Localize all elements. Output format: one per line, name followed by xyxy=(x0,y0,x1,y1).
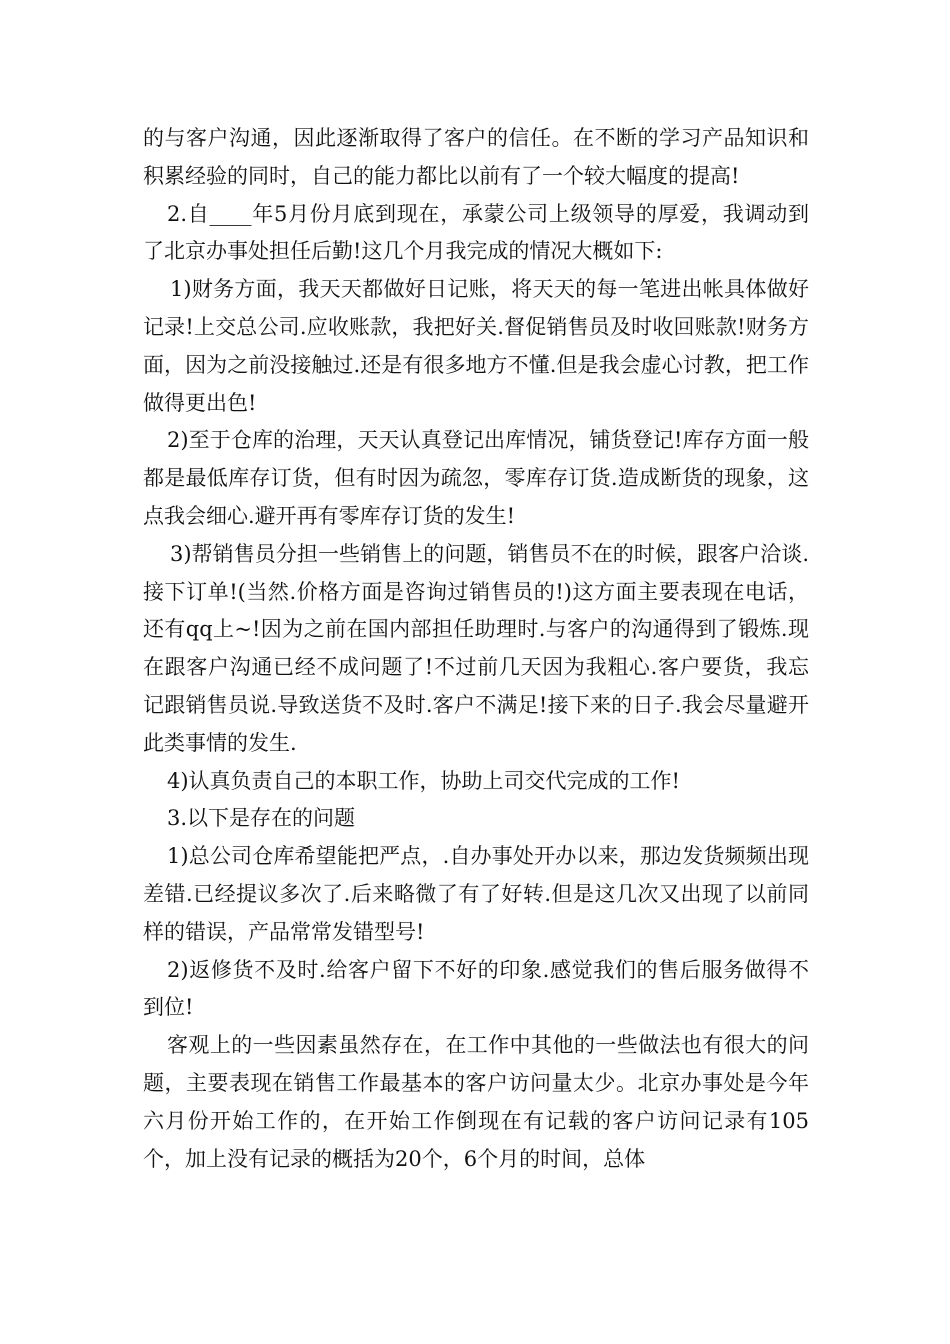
paragraph-section-3-heading: 3.以下是存在的问题 xyxy=(167,806,356,831)
paragraph-item-finance: 1)财务方面，我天天都做好日记账，将天天的每一笔进出帐具体做好记录!上交总公司.应收账款，我把好关.督促销售员及时收回账款!财务方面，因为之前没接触过.还是有很多地方不懂.但是我会虚心讨教，把工作做得更出色! xyxy=(143,277,809,415)
paragraph-item-sales-support: 3)帮销售员分担一些销售上的问题，销售员不在的时候，跟客户洽谈.接下订单!(当然.价格方面是咨询过销售员的!)这方面主要表现在电话，还有qq上~!因为之前在国内部担任助理时.与客户的沟通得到了锻炼.现在跟客户沟通已经不成问题了!不过前几天因为我粗心.客户要货，我忘记跟销售员说.导致送货不及时.客户不满足!接下来的日子.我会尽量避开此类事情的发生. xyxy=(143,541,809,755)
paragraph-intro-continuation: 的与客户沟通，因此逐渐取得了客户的信任。在不断的学习产品知识和积累经验的同时，自己的能力都比以前有了一个较大幅度的提高! xyxy=(143,126,809,188)
document-body xyxy=(143,120,809,1178)
paragraph-issue-repairs: 2)返修货不及时.给客户留下不好的印象.感觉我们的售后服务做得不到位! xyxy=(143,957,809,1020)
paragraph-objective-factors: 客观上的一些因素虽然存在，在工作中其他的一些做法也有很大的问题，主要表现在销售工作最基本的客户访问量太少。北京办事处是今年六月份开始工作的，在开始工作倒现在有记载的客户访问记录有105个，加上没有记录的概括为20个，6个月的时间，总体 xyxy=(143,1033,809,1171)
paragraph-section-2: 2.自____年5月份月底到现在，承蒙公司上级领导的厚爱，我调动到了北京办事处担任后勤!这几个月我完成的情况大概如下: xyxy=(143,201,809,264)
paragraph-item-warehouse: 2)至于仓库的治理，天天认真登记出库情况，铺货登记!库存方面一般都是最低库存订货，但有时因为疏忽，零库存订货.造成断货的现象，这点我会细心.避开再有零库存订货的发生! xyxy=(143,428,809,528)
paragraph-item-duties: 4)认真负责自己的本职工作，协助上司交代完成的工作! xyxy=(167,768,680,793)
paragraph-issue-warehouse: 1)总公司仓库希望能把严点，.自办事处开办以来，那边发货频频出现差错.已经提议多次了.后来略微了有了好转.但是这几次又出现了以前同样的错误，产品常常发错型号! xyxy=(143,844,809,944)
